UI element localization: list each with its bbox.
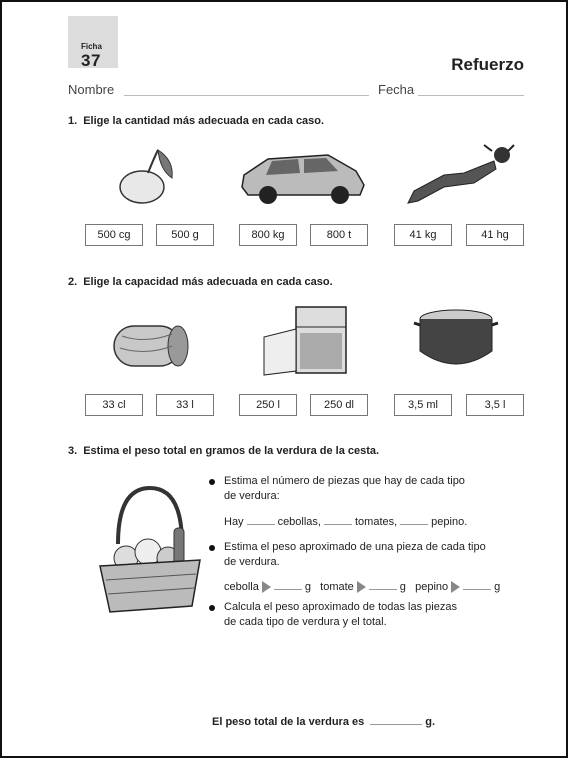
arrow-icon <box>451 581 460 593</box>
question-3: 3. Estima el peso total en gramos de la verdura de la cesta. <box>68 445 380 457</box>
arrow-icon <box>357 581 366 593</box>
q1-option-1[interactable]: 500 cg <box>85 224 143 246</box>
ficha-tab <box>68 16 118 68</box>
weights-row: cebolla g tomate g pepino g <box>224 581 501 593</box>
onion-count-blank[interactable] <box>247 514 275 525</box>
question-1: 1. Elige la cantidad más adecuada en cada caso. <box>68 115 325 127</box>
bullet-1 <box>209 479 215 485</box>
q2-option-1[interactable]: 33 cl <box>85 394 143 416</box>
page-title: Refuerzo <box>451 55 524 74</box>
bullet-1-text: Estima el número de piezas que hay de cada tipo de verdura: <box>224 475 465 502</box>
q1-option-4[interactable]: 800 t <box>310 224 368 246</box>
q1-option-2[interactable]: 500 g <box>156 224 214 246</box>
total-weight-blank[interactable] <box>370 714 422 725</box>
bullet-2-text: Estima el peso aproximado de una pieza de cada tipo de verdura. <box>224 541 486 568</box>
q1-option-3[interactable]: 800 kg <box>239 224 297 246</box>
cucumber-count-blank[interactable] <box>400 514 428 525</box>
pot-image <box>410 305 502 375</box>
q2-option-4[interactable]: 250 dl <box>310 394 368 416</box>
q2-option-5[interactable]: 3,5 ml <box>394 394 452 416</box>
arrow-icon <box>262 581 271 593</box>
q2-option-2[interactable]: 33 l <box>156 394 214 416</box>
q2-option-6[interactable]: 3,5 l <box>466 394 524 416</box>
ficha-number: 37 <box>81 51 101 70</box>
cucumber-weight-blank[interactable] <box>463 579 491 590</box>
tomato-weight-blank[interactable] <box>369 579 397 590</box>
ficha-label: Ficha <box>81 42 102 51</box>
name-label: Nombre <box>68 82 115 97</box>
q2-option-3[interactable]: 250 l <box>239 394 297 416</box>
q1-option-6[interactable]: 41 hg <box>466 224 524 246</box>
car-image <box>238 145 368 207</box>
lemon-image <box>114 140 186 210</box>
bullet-3 <box>209 605 215 611</box>
date-label: Fecha <box>378 82 415 97</box>
vegetable-basket-image <box>96 484 204 614</box>
bullet-2 <box>209 545 215 551</box>
pieces-row: Hay cebollas, tomates, pepino. <box>224 516 468 528</box>
name-line[interactable] <box>124 95 369 96</box>
date-line[interactable] <box>418 95 524 96</box>
onion-weight-blank[interactable] <box>274 579 302 590</box>
can-image <box>106 318 192 374</box>
bullet-3-text: Calcula el peso aproximado de todas las piezas de cada tipo de verdura y el total. <box>224 601 457 628</box>
fridge-image <box>258 305 358 377</box>
tomato-count-blank[interactable] <box>324 514 352 525</box>
total-weight-row: El peso total de la verdura es g. <box>212 716 436 728</box>
q1-option-5[interactable]: 41 kg <box>394 224 452 246</box>
reclining-man-image <box>404 143 519 209</box>
question-2: 2. Elige la capacidad más adecuada en cada caso. <box>68 276 333 288</box>
